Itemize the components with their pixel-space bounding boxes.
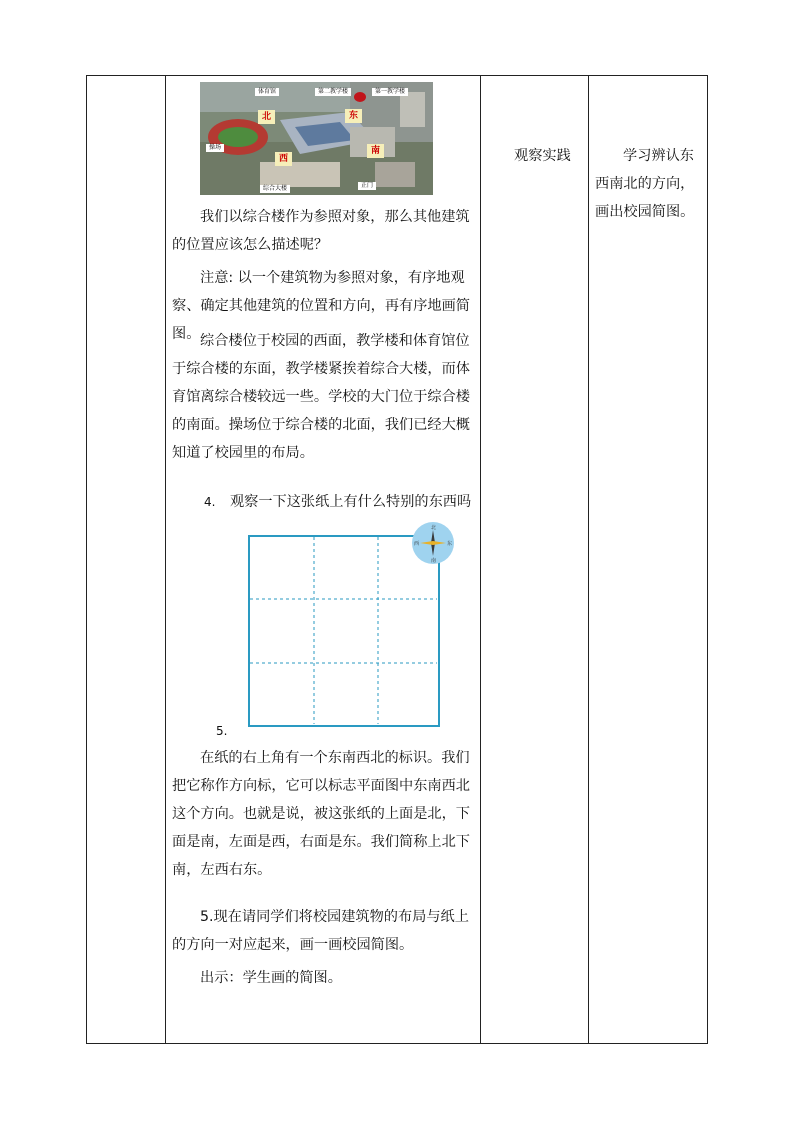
objective-text: 学习辨认东西南北的方向，画出校园简图。	[595, 148, 695, 220]
photo-direction-east: 东	[345, 109, 362, 123]
paragraph-note: 注意: 以一个建筑物为参照对象，有序地观察、确定其他建筑的位置和方向，再有序地画简图。	[172, 270, 470, 342]
photo-label-playground: 操场	[206, 144, 224, 152]
item-4-text: 观察一下这张纸上有什么特别的东西吗	[229, 494, 472, 510]
paragraph-show: 出示：学生画的简图。	[200, 970, 342, 986]
item-4	[204, 488, 479, 516]
compass-south: 南	[431, 558, 437, 564]
photo-label-complex: 综合大楼	[260, 185, 290, 193]
compass-north: 北	[431, 525, 437, 531]
photo-label-gym: 体育馆	[255, 88, 279, 96]
paragraph-compass: 在纸的右上角有一个东南西北的标识。我们把它称作方向标，它可以标志平面图中东南西北这个方向。也就是说，被这张纸的上面是北，下面是南，左面是西，右面是东。我们简称上北下南，左西右东。	[172, 750, 470, 878]
photo-label-gate: 正门	[358, 182, 376, 190]
activity-label: 观察实践	[514, 148, 571, 164]
paragraph-task: 5.现在请同学们将校园建筑物的布局与纸上的方向一对应起来，画一画校园简图。	[172, 909, 469, 953]
photo-label-building2: 第二教学楼	[315, 88, 351, 96]
paragraph-reference: 我们以综合楼作为参照对象，那么其他建筑的位置应该怎么描述呢？	[172, 209, 470, 253]
compass-west: 西	[414, 541, 420, 547]
compass-rose-icon	[412, 522, 454, 564]
campus-aerial-photo	[200, 82, 433, 195]
paragraph-layout: 综合楼位于校园的西面，教学楼和体育馆位于综合楼的东面，教学楼紧挨着综合大楼，而体育馆离综合楼较远一些。学校的大门位于综合楼的南面。操场位于综合楼的北面，我们已经大概知道了校园里的布局。	[172, 333, 470, 461]
table-cell-1	[86, 75, 166, 1044]
item-4-number: 4.	[204, 495, 216, 509]
photo-direction-north: 北	[258, 110, 275, 124]
photo-direction-south: 南	[367, 144, 384, 158]
photo-direction-west: 西	[275, 152, 292, 166]
table-cell-3	[480, 75, 589, 1044]
item-5-number: 5.	[216, 724, 228, 738]
compass-east: 东	[447, 541, 453, 547]
photo-label-building1: 第一教学楼	[372, 88, 408, 96]
